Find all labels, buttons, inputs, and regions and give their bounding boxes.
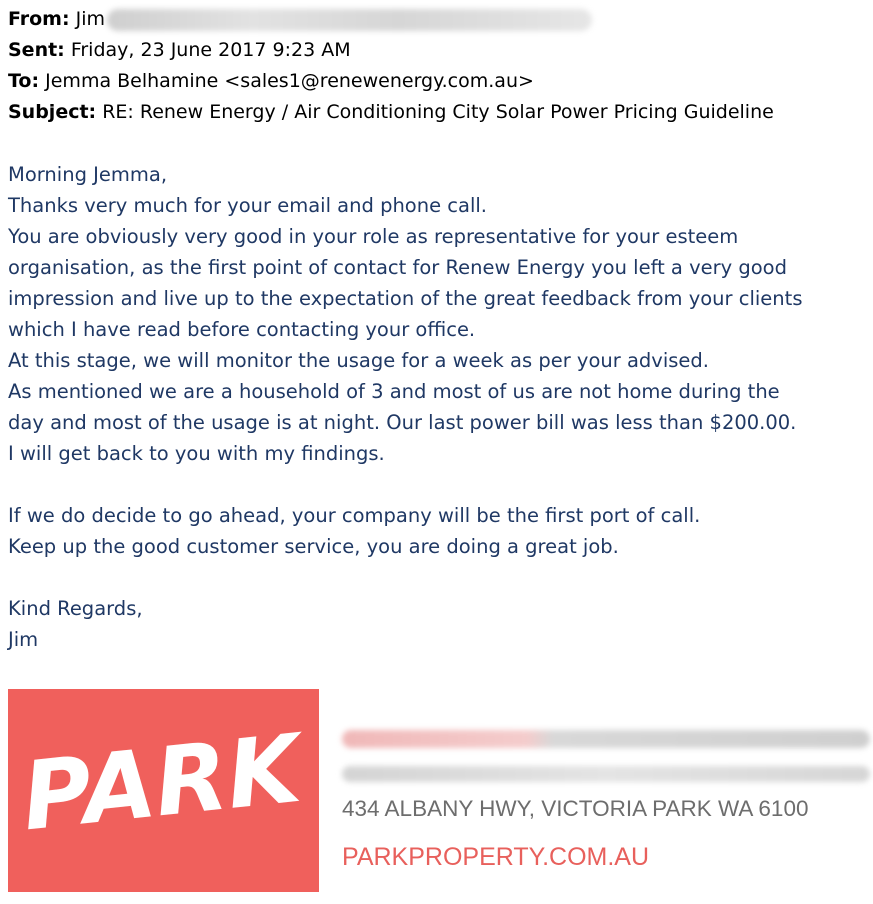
subject-label: Subject:	[8, 101, 97, 123]
body-line: You are obviously very good in your role as representative for your esteem	[8, 225, 739, 248]
from-value: Jim	[75, 8, 106, 30]
body-line: As mentioned we are a household of 3 and most of us are not home during the	[8, 380, 780, 403]
from-label: From:	[8, 8, 70, 30]
subject-value: RE: Renew Energy / Air Conditioning City Solar Power Pricing Guideline	[102, 101, 774, 123]
park-logo-text: PARK	[17, 714, 306, 853]
closing-line: If we do decide to go ahead, your company will be the first port of call.	[8, 504, 701, 527]
closing-line: Keep up the good customer service, you are doing a great job.	[8, 535, 619, 558]
signoff: Kind Regards,	[8, 597, 143, 620]
body-line: Thanks very much for your email and phone call.	[8, 194, 487, 217]
body-line: organisation, as the first point of contact for Renew Energy you left a very good	[8, 256, 787, 279]
park-logo	[8, 689, 319, 892]
body-line: impression and live up to the expectation of the great feedback from your clients	[8, 287, 803, 310]
email-header	[8, 4, 868, 128]
to-row	[8, 66, 868, 97]
redacted-email-address	[107, 9, 592, 31]
sent-label: Sent:	[8, 39, 65, 61]
park-logo-lettering	[8, 689, 319, 892]
paragraph-gap	[8, 562, 870, 593]
body-line: day and most of the usage is at night. Our last power bill was less than $200.00.	[8, 411, 797, 434]
greeting: Morning Jemma,	[8, 163, 168, 186]
sent-value: Friday, 23 June 2017 9:23 AM	[70, 39, 351, 61]
subject-row	[8, 97, 868, 128]
signature-website: PARKPROPERTY.COM.AU	[342, 843, 650, 871]
sender-name: Jim	[8, 628, 39, 651]
body-line: which I have read before contacting your office.	[8, 318, 476, 341]
body-line: At this stage, we will monitor the usage for a week as per your advised.	[8, 349, 709, 372]
signature-address: 434 ALBANY HWY, VICTORIA PARK WA 6100	[342, 796, 809, 821]
email-body	[8, 159, 870, 655]
to-value: Jemma Belhamine <sales1@renewenergy.com.au>	[45, 70, 534, 92]
from-row	[8, 4, 868, 35]
redacted-phone-line	[342, 766, 870, 782]
to-label: To:	[8, 70, 40, 92]
body-line: I will get back to you with my findings.	[8, 442, 385, 465]
redacted-contact-line	[342, 730, 870, 748]
sent-row	[8, 35, 868, 66]
paragraph-gap	[8, 469, 870, 500]
